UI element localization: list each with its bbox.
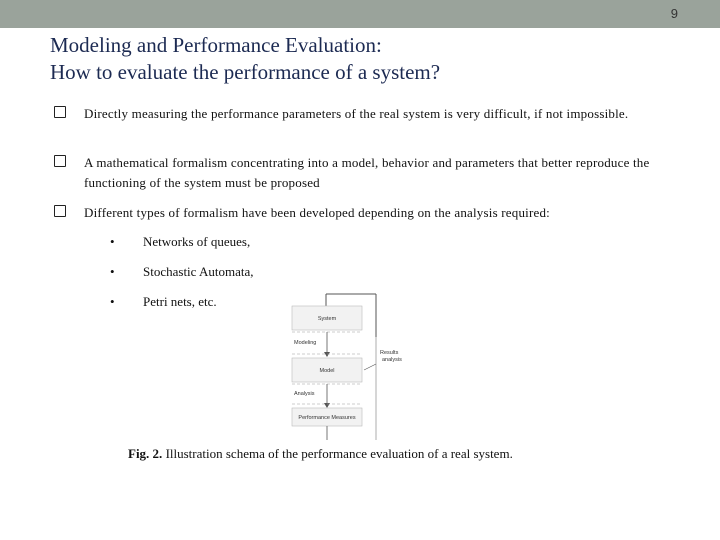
bullet-dot-icon: • (110, 264, 115, 279)
figure-label: Fig. 2. (128, 446, 163, 461)
title-line-2: How to evaluate the performance of a system? (50, 60, 441, 84)
figure-caption (128, 446, 513, 462)
model-label: Model (319, 368, 335, 374)
slide-number: 9 (670, 6, 678, 21)
analysis-label: Analysis (294, 391, 315, 397)
caption-text: Illustration schema of the performance evaluation of a real system. (162, 446, 513, 461)
system-label: System (317, 316, 337, 322)
sub-bullet-text: Petri nets, etc. (143, 294, 217, 309)
title-line-1: Modeling and Performance Evaluation: (50, 33, 382, 57)
bullet-dot-icon: • (110, 294, 115, 309)
diagram-connector (364, 364, 376, 370)
bullet-text: A mathematical formalism concentrating into a model, behavior and parameters that better reproduce the functioning of the system must be proposed (84, 155, 650, 190)
slide-title (50, 32, 440, 86)
bullet-text: Directly measuring the performance parameters of the real system is very difficult, if not impossible. (84, 106, 629, 121)
arrow-down-icon (324, 352, 330, 357)
checkbox-bullet-icon (54, 205, 66, 217)
analysis-side-label: analysis (382, 357, 402, 363)
sub-bullet-text: Stochastic Automata, (143, 264, 254, 279)
checkbox-bullet-icon (54, 106, 66, 118)
modeling-label: Modeling (294, 340, 317, 346)
bullet-text: Different types of formalism have been developed depending on the analysis required: (84, 205, 550, 220)
results-label: Results (380, 350, 399, 356)
performance-evaluation-diagram (284, 292, 414, 442)
sub-bullet-text: Networks of queues, (143, 234, 251, 249)
checkbox-bullet-icon (54, 155, 66, 167)
performance-label: Performance Measures (298, 415, 356, 421)
bullet-dot-icon: • (110, 234, 115, 249)
title-bar (0, 0, 720, 28)
